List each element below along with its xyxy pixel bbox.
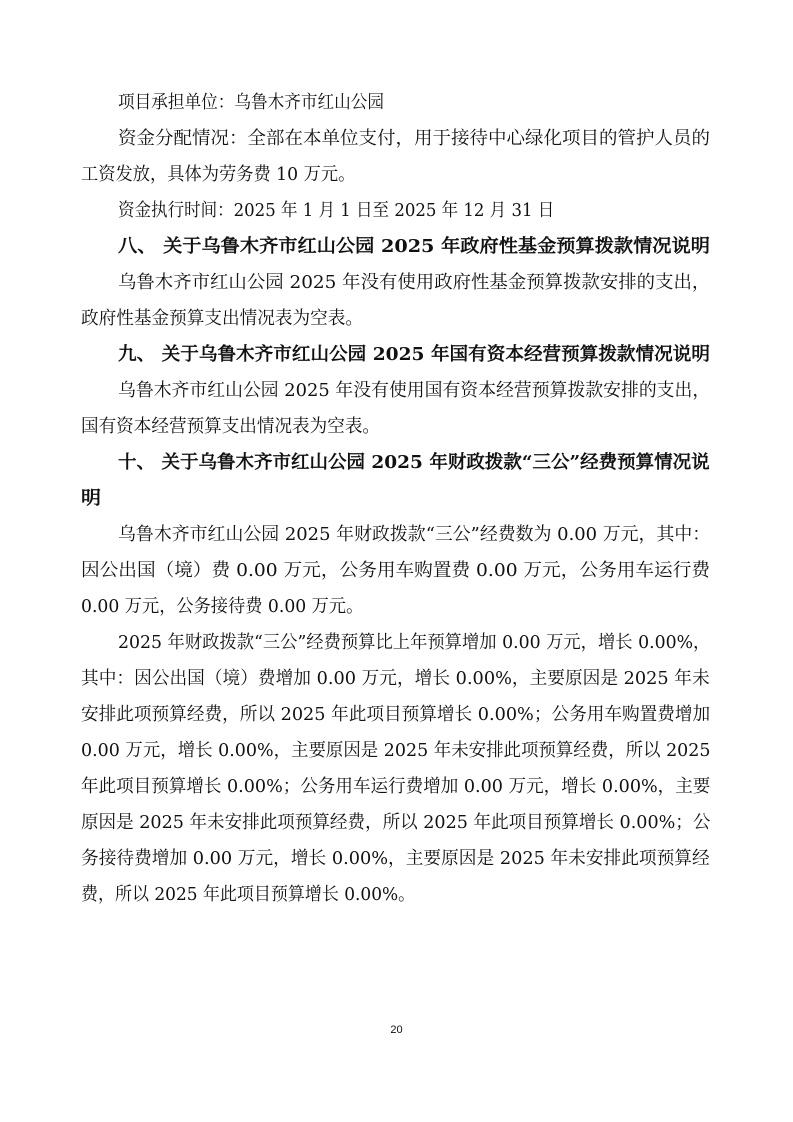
paragraph-line: 安排此项预算经费，所以 2025 年此项目预算增长 0.00%；公务用车购置费增加 — [81, 704, 711, 725]
paragraph-line: 2025 年财政拨款“三公”经费预算比上年预算增加 0.00 万元，增长 0.00%， — [118, 632, 711, 653]
section-heading-line: 八、 关于乌鲁木齐市红山公园 2025 年政府性基金预算拨款情况说明 — [118, 236, 710, 257]
section-heading-line: 明 — [81, 488, 101, 509]
paragraph-line: 因公出国（境）费 0.00 万元，公务用车购置费 0.00 万元，公务用车运行费 — [81, 560, 711, 581]
paragraph-line: 务接待费增加 0.00 万元，增长 0.00%，主要原因是 2025 年未安排此项预算经 — [81, 848, 710, 869]
paragraph-line: 资金分配情况：全部在本单位支付，用于接待中心绿化项目的管护人员的 — [118, 128, 711, 149]
paragraph-line: 其中：因公出国（境）费增加 0.00 万元，增长 0.00%，主要原因是 2025 年未 — [81, 668, 710, 689]
section-heading-line: 九、 关于乌鲁木齐市红山公园 2025 年国有资本经营预算拨款情况说明 — [118, 344, 710, 365]
paragraph-line: 政府性基金预算支出情况表为空表。 — [81, 308, 364, 329]
paragraph-line: 乌鲁木齐市红山公园 2025 年没有使用政府性基金预算拨款安排的支出， — [118, 272, 711, 293]
paragraph-line: 工资发放，具体为劳务费 10 万元。 — [81, 164, 356, 185]
paragraph-line: 乌鲁木齐市红山公园 2025 年没有使用国有资本经营预算拨款安排的支出， — [118, 380, 711, 401]
paragraph-line: 原因是 2025 年未安排此项预算经费，所以 2025 年此项目预算增长 0.00%；公 — [81, 812, 711, 833]
section-heading-line: 十、 关于乌鲁木齐市红山公园 2025 年财政拨款“三公”经费预算情况说 — [118, 452, 710, 473]
page-number: 20 — [390, 1024, 403, 1036]
paragraph-line: 国有资本经营预算支出情况表为空表。 — [81, 416, 380, 437]
paragraph-line: 资金执行时间：2025 年 1 月 1 日至 2025 年 12 月 31 日 — [118, 200, 555, 221]
paragraph-line: 乌鲁木齐市红山公园 2025 年财政拨款“三公”经费数为 0.00 万元，其中： — [118, 524, 711, 545]
paragraph-line: 0.00 万元，公务接待费 0.00 万元。 — [81, 596, 364, 617]
paragraph-line: 费，所以 2025 年此项目预算增长 0.00%。 — [81, 884, 416, 905]
paragraph-line: 0.00 万元，增长 0.00%，主要原因是 2025 年未安排此项预算经费，所以 2025 — [81, 740, 711, 761]
paragraph-line: 项目承担单位：乌鲁木齐市红山公园 — [118, 92, 384, 113]
paragraph-line: 年此项目预算增长 0.00%；公务用车运行费增加 0.00 万元，增长 0.00%，主要 — [81, 776, 711, 797]
